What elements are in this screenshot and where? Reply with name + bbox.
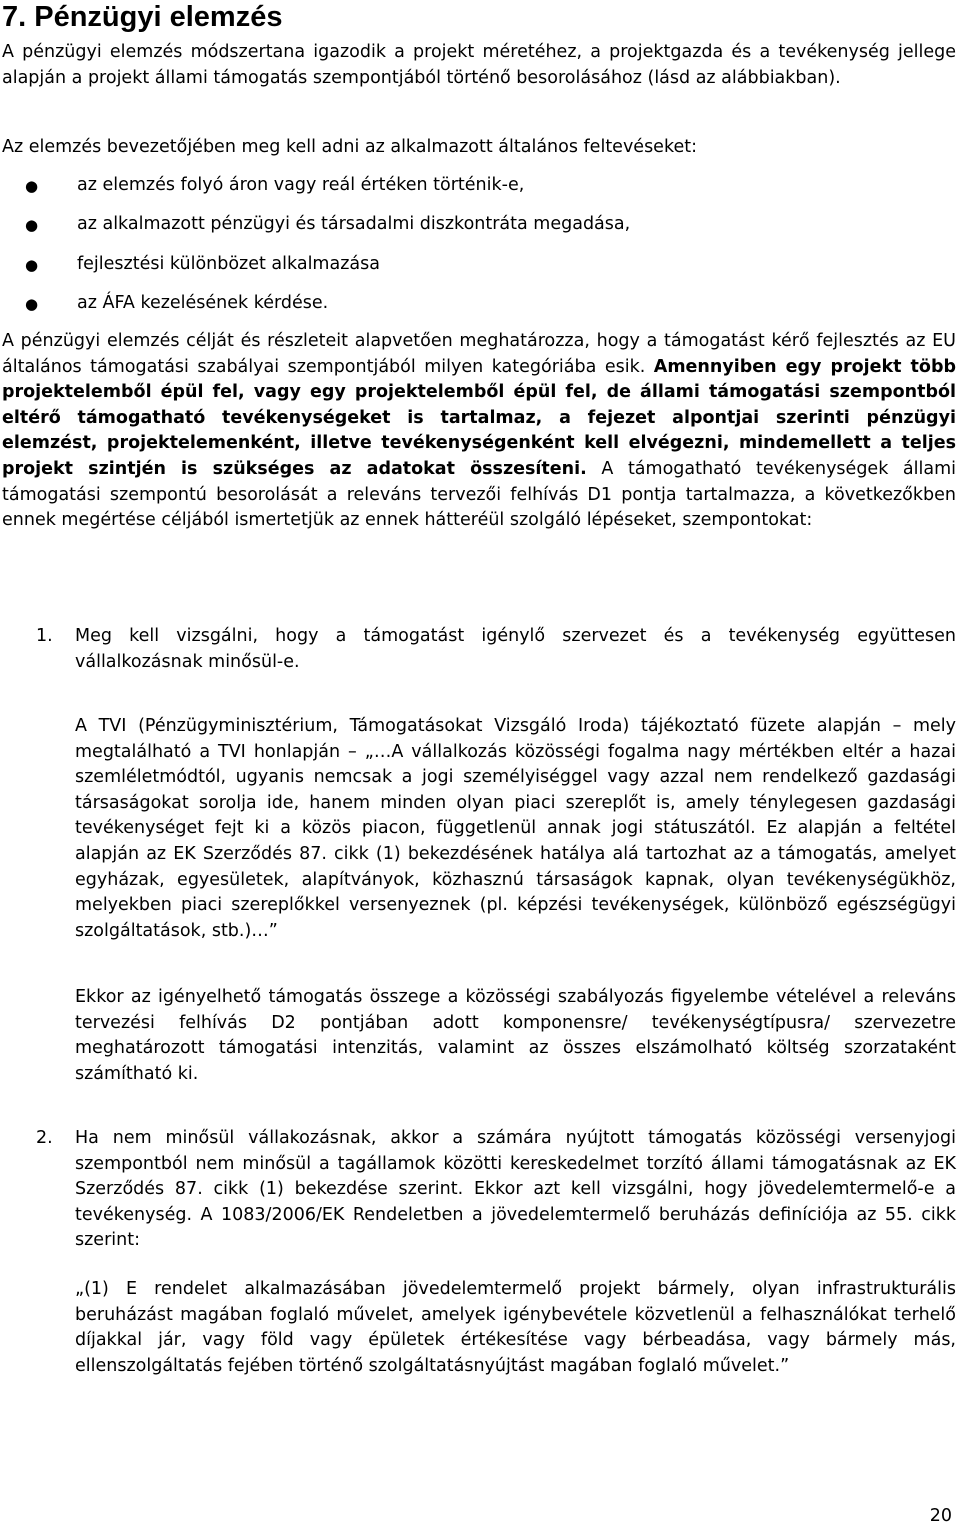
item-number-2: 2. xyxy=(36,1128,53,1148)
item1-text: Meg kell vizsgálni, hogy a támogatást igénylő szervezet és a tevékenység együttesen vállalkozásnak minősül-e. xyxy=(75,626,956,672)
section-heading: 7. Pénzügyi elemzés xyxy=(2,1,283,33)
tvi-paragraph: A TVI (Pénzügyminisztérium, Támogatásokat Vizsgáló Iroda) tájékoztató füzete alapján – mely megtalálható a TVI honlapján – „…A vállalkozás közösségi fogalma nagy mértékben eltér a hazai szemléletmódtól, ugyanis nemcsak a jogi személyiséggel vagy azzal nem rendelkező gazdasági társaságokat sorolja ide, hanem minden olyan piaci szereplőt is, amely ténylegesen gazdasági tevékenységet fejt ki a közös piacon, függetlenül annak jogi státuszától. Ez alapján a feltétel alapján az EK Szerződés 87. cikk (1) bekezdésének hatálya alá tartozhat az a támogatás, amelyet egyházak, egyesületek, alapítványok, közhasznú társaságok kapnak, olyan tevékenységükhöz, melyekben piaci szereplőkkel versenyeznek (pl. képzési tevékenységek, különböző egészségügyi szolgáltatások, stb.)…” xyxy=(75,716,956,941)
assumptions-intro: Az elemzés bevezetőjében meg kell adni az alkalmazott általános feltevéseket: xyxy=(2,137,697,157)
support-amount-paragraph: Ekkor az igényelhető támogatás összege a közösségi szabályozás figyelembe vételével a releváns tervezési felhívás D2 pontjában adott komponensre/ tevékenységtípusra/ szervezetre meghatározott támogatási intenzitás, valamint az összes elszámolható költség szorzataként számítható ki. xyxy=(75,987,956,1084)
list-item: ● fejlesztési különbözet alkalmazása xyxy=(0,252,900,291)
list-item: ● az ÁFA kezelésének kérdése. xyxy=(0,291,900,330)
intro-paragraph: A pénzügyi elemzés módszertana igazodik a projekt méretéhez, a projektgazda és a tevékenység jellege alapján a projekt állami támogatás szempontjából történő besorolásához (lásd az alábbiakban). xyxy=(2,42,956,88)
list-item: ● az elemzés folyó áron vagy reál értéken történik-e, xyxy=(0,173,900,212)
bold-requirement: Amennyiben egy projekt több projektelemből épül fel, vagy egy projektelemből épül fel, de állami támogatási szempontból eltérő támogatható tevékenységeket is tartalmaz, a fejezet alpontjai szerinti pénzügyi elemzést, projektelemenként, illetve tevékenységenként kell elvégezni, mindemellett a teljes projekt szintjén is szükséges az adatokat összesíteni. xyxy=(2,356,956,479)
bullet-icon: ● xyxy=(25,216,39,235)
item-number-1: 1. xyxy=(36,626,53,646)
regulation-quote: „(1) E rendelet alkalmazásában jövedelemtermelő projekt bármely, olyan infrastrukturális beruházást magában foglaló művelet, amelyek igénybevétele közvetlenül a felhasználókat terhelő díjakkal jár, vagy föld vagy épületek értékesítése vagy bérbeadása, vagy bármely más, ellenszolgáltatás fejében történő szolgáltatásnyújtást magában foglaló művelet.” xyxy=(75,1279,956,1376)
item2-text: Ha nem minősül vállakozásnak, akkor a számára nyújtott támogatás közösségi versenyjogi szempontból nem minősül a tagállamok közötti kereskedelmet torzító állami támogatásnak az EK Szerződés 87. cikk (1) bekezdése szerint. Ekkor azt kell vizsgálni, hogy jövedelemtermelő-e a tevékenység. A 1083/2006/EK Rendeletben a jövedelemtermelő beruházás definíciója az 55. cikk szerint: xyxy=(75,1128,956,1251)
assumptions-list xyxy=(0,173,900,330)
bullet-icon: ● xyxy=(25,177,39,195)
bullet-icon: ● xyxy=(25,255,39,274)
bullet-icon: ● xyxy=(25,294,39,313)
categorization-paragraph: A pénzügyi elemzés célját és részleteit alapvetően meghatározza, hogy a támogatást kérő fejlesztés az EU általános támogatási szabályai szempontjából milyen kategóriába esik. Amennyiben egy projekt több projektelemből épül fel, vagy egy projektelemből épül fel, de állami támogatási szempontból eltérő támogatható tevékenységeket is tartalmaz, a fejezet alpontjai szerinti pénzügyi elemzést, projektelemenként, illetve tevékenységenként kell elvégezni, mindemellett a teljes projekt szintjén is szükséges az adatokat összesíteni. A támogatható tevékenységek állami támogatási szempontú besorolását a releváns tervezői felhívás D1 pontja tartalmazza, a következőkben ennek megértése céljából ismertetjük az ennek hátteréül szolgáló lépéseket, szempontokat: xyxy=(2,331,957,531)
page-number: 20 xyxy=(929,1506,952,1526)
list-item: ● az alkalmazott pénzügyi és társadalmi diszkontráta megadása, xyxy=(0,212,900,251)
